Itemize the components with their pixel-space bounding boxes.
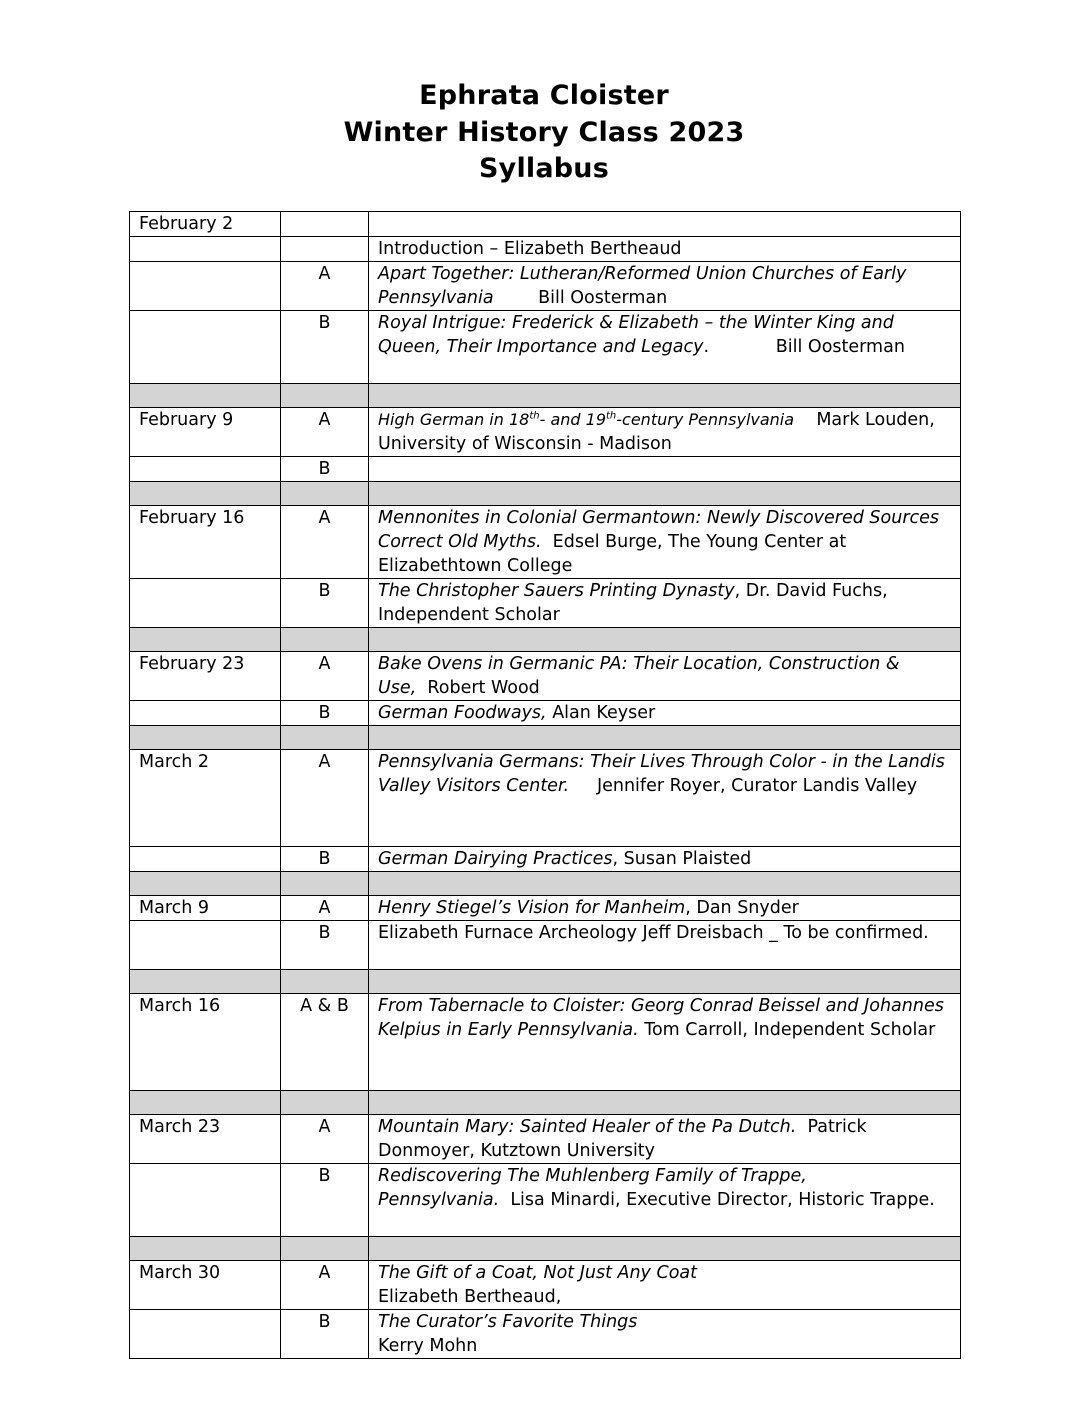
spacer-row xyxy=(130,482,961,506)
session-cell: Introduction – Elizabeth Bertheaud xyxy=(369,237,961,262)
session-cell xyxy=(369,1261,961,1310)
session-cell: Royal Intrigue: Frederick & Elizabeth – the Winter King and Queen, Their Importance and Legacy. Bill Oosterman xyxy=(369,311,961,384)
session-presenter: Robert Wood xyxy=(427,678,540,698)
session-cell: Elizabeth Furnace Archeology Jeff Dreisbach _ To be confirmed. xyxy=(369,921,961,970)
table-row xyxy=(130,1164,961,1237)
date-cell: March 9 xyxy=(130,896,281,921)
section-cell xyxy=(281,212,369,237)
table-row xyxy=(130,262,961,311)
section-cell: A xyxy=(281,506,369,579)
date-cell: March 23 xyxy=(130,1115,281,1164)
session-title: The Gift of a Coat, Not Just Any Coat xyxy=(378,1263,697,1283)
session-presenter: Dan Snyder xyxy=(696,898,799,918)
session-presenter: Dr. David Fuchs, Independent Scholar xyxy=(378,581,888,625)
table-row xyxy=(130,237,961,262)
session-presenter: Patrick Donmoyer, Kutztown University xyxy=(378,1117,867,1161)
date-cell: March 2 xyxy=(130,750,281,847)
date-cell: February 23 xyxy=(130,652,281,701)
session-presenter: Jennifer Royer, Curator Landis Valley xyxy=(596,776,918,796)
section-cell: A xyxy=(281,652,369,701)
table-row xyxy=(130,701,961,726)
session-cell: The Christopher Sauers Printing Dynasty, Dr. David Fuchs, Independent Scholar xyxy=(369,579,961,628)
session-cell xyxy=(369,457,961,482)
title-line-3: Syllabus xyxy=(479,153,609,184)
table-row xyxy=(130,1310,961,1359)
spacer-row xyxy=(130,1091,961,1115)
session-title: The Curator’s Favorite Things xyxy=(378,1312,638,1332)
table-row xyxy=(130,212,961,237)
date-cell xyxy=(130,237,281,262)
table-row xyxy=(130,408,961,457)
spacer-row xyxy=(130,872,961,896)
session-presenter: Lisa Minardi, Executive Director, Historic Trappe. xyxy=(510,1190,935,1210)
section-cell: A xyxy=(281,1115,369,1164)
session-presenter: Edsel Burge, The Young Center at Elizabethtown College xyxy=(378,532,847,576)
table-row xyxy=(130,847,961,872)
session-title: High German in 18th- and 19th-century Pennsylvania xyxy=(378,410,795,429)
table-row xyxy=(130,457,961,482)
section-cell: B xyxy=(281,1164,369,1237)
session-presenter: Kerry Mohn xyxy=(378,1336,478,1356)
session-cell xyxy=(369,1310,961,1359)
date-cell xyxy=(130,262,281,311)
date-cell: March 30 xyxy=(130,1261,281,1310)
section-cell: B xyxy=(281,457,369,482)
session-title: German Foodways, xyxy=(378,703,547,723)
session-presenter: Tom Carroll, Independent Scholar xyxy=(644,1020,936,1040)
session-presenter: Mark Louden, University of Wisconsin - Madison xyxy=(378,410,935,454)
date-cell: February 9 xyxy=(130,408,281,457)
session-cell xyxy=(369,408,961,457)
session-cell xyxy=(369,701,961,726)
spacer-row xyxy=(130,726,961,750)
session-cell xyxy=(369,212,961,237)
title-line-2: Winter History Class 2023 xyxy=(343,116,745,148)
session-cell xyxy=(369,1164,961,1237)
table-row xyxy=(130,750,961,847)
table-row xyxy=(130,311,961,384)
spacer-row xyxy=(130,970,961,994)
date-cell xyxy=(130,701,281,726)
section-cell: A xyxy=(281,896,369,921)
date-cell: March 16 xyxy=(130,994,281,1091)
section-cell xyxy=(281,237,369,262)
section-cell: A xyxy=(281,750,369,847)
section-cell: A xyxy=(281,262,369,311)
session-title: Pennsylvania Germans: Their Lives Through Color - in the Landis Valley Visitors Center. xyxy=(378,752,945,796)
session-presenter: Bill Oosterman xyxy=(775,337,905,357)
date-cell: February 2 xyxy=(130,212,281,237)
date-cell xyxy=(130,847,281,872)
session-cell xyxy=(369,506,961,579)
section-cell: B xyxy=(281,921,369,970)
table-row xyxy=(130,896,961,921)
section-cell: A & B xyxy=(281,994,369,1091)
table-row xyxy=(130,1115,961,1164)
document-title xyxy=(0,78,1088,188)
table-row xyxy=(130,506,961,579)
session-title: Mountain Mary: Sainted Healer of the Pa Dutch. xyxy=(378,1117,797,1137)
section-cell: B xyxy=(281,701,369,726)
session-title: From Tabernacle to Cloister: Georg Conrad Beissel and Johannes Kelpius in Early Pennsylvania. xyxy=(378,996,944,1040)
session-presenter: Susan Plaisted xyxy=(623,849,752,869)
session-presenter: Elizabeth Bertheaud, xyxy=(378,1287,562,1307)
table-row xyxy=(130,1261,961,1310)
session-title: Royal Intrigue: Frederick & Elizabeth – the Winter King and Queen, Their Importance and Legacy xyxy=(378,313,894,357)
session-presenter: Bill Oosterman xyxy=(538,288,668,308)
session-presenter: Alan Keyser xyxy=(552,703,656,723)
date-cell xyxy=(130,311,281,384)
session-title: Rediscovering The Muhlenberg Family of Trappe, Pennsylvania. xyxy=(378,1166,807,1210)
spacer-row xyxy=(130,384,961,408)
session-cell: Henry Stiegel’s Vision for Manheim, Dan Snyder xyxy=(369,896,961,921)
session-cell: German Dairying Practices, Susan Plaisted xyxy=(369,847,961,872)
date-cell xyxy=(130,1310,281,1359)
session-cell xyxy=(369,750,961,847)
session-title: The Christopher Sauers Printing Dynasty xyxy=(378,581,735,601)
section-cell: A xyxy=(281,408,369,457)
session-title: Henry Stiegel’s Vision for Manheim xyxy=(378,898,686,918)
date-cell xyxy=(130,579,281,628)
section-cell: B xyxy=(281,311,369,384)
session-title: German Dairying Practices xyxy=(378,849,613,869)
date-cell xyxy=(130,921,281,970)
session-cell xyxy=(369,994,961,1091)
table-row xyxy=(130,994,961,1091)
session-cell xyxy=(369,1115,961,1164)
table-row xyxy=(130,652,961,701)
title-line-1: Ephrata Cloister xyxy=(419,80,669,111)
spacer-row xyxy=(130,1237,961,1261)
session-title: Apart Together: Lutheran/Reformed Union Churches of Early Pennsylvania xyxy=(378,264,907,308)
table-row xyxy=(130,921,961,970)
date-cell: February 16 xyxy=(130,506,281,579)
table-row xyxy=(130,579,961,628)
section-cell: A xyxy=(281,1261,369,1310)
session-title: Bake Ovens in Germanic PA: Their Location, Construction & Use, xyxy=(378,654,900,698)
section-cell: B xyxy=(281,1310,369,1359)
session-cell xyxy=(369,652,961,701)
section-cell: B xyxy=(281,847,369,872)
section-cell: B xyxy=(281,579,369,628)
session-cell xyxy=(369,262,961,311)
session-title: Mennonites in Colonial Germantown: Newly Discovered Sources Correct Old Myths. xyxy=(378,508,940,552)
spacer-row xyxy=(130,628,961,652)
syllabus-table xyxy=(129,211,961,1359)
date-cell xyxy=(130,457,281,482)
date-cell xyxy=(130,1164,281,1237)
